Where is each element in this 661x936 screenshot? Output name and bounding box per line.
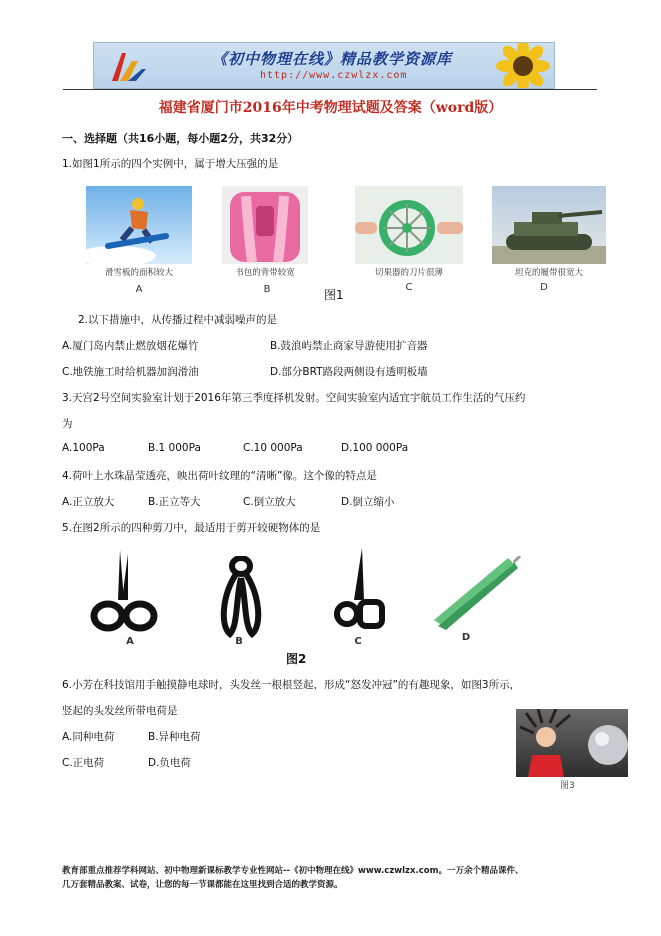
- q6-option-c: C.正电荷: [62, 757, 105, 769]
- q4-option-b: B.正立等大: [148, 496, 201, 508]
- q5-stem: 5.在图2所示的四种剪刀中，最适用于剪开较硬物体的是: [62, 522, 321, 534]
- scissors-d-icon: [430, 556, 522, 634]
- section-heading: 一、选择题（共16小题，每小题2分，共32分）: [62, 132, 299, 145]
- q3-option-a: A.100Pa: [62, 442, 105, 454]
- q3-option-d: D.100 000Pa: [341, 442, 409, 454]
- fig2-letter-c: C: [354, 636, 362, 647]
- q6-option-d: D.负电荷: [148, 757, 191, 769]
- q2-option-d: D.部分BRT路段两侧设有透明板墙: [270, 366, 428, 378]
- fig1-caption-c: 切果器的刀片很薄: [374, 268, 443, 278]
- fig1-letter-a: A: [135, 284, 143, 295]
- q3-stem-line1: 3.天宫2号空间实验室计划于2016年第三季度择机发射。空间实验室内适宜宇航员工作生活的气压约: [62, 392, 526, 404]
- q1-stem: 1.如图1所示的四个实例中，属于增大压强的是: [62, 158, 279, 170]
- fig1-letter-c: C: [405, 282, 413, 293]
- page-title: 福建省厦门市2016年中考物理试题及答案（word版）: [158, 100, 503, 116]
- fig1-image-c: [355, 186, 463, 264]
- banner-title: 《初中物理在线》精品教学资源库: [212, 50, 453, 68]
- q6-option-b: B.异种电荷: [148, 731, 201, 743]
- q6-stem-line2: 竖起的头发丝所带电荷是: [62, 705, 178, 717]
- q2-option-b: B.鼓浪屿禁止商家导游使用扩音器: [270, 340, 428, 352]
- q3-option-c: C.10 000Pa: [243, 442, 303, 454]
- q2-option-c: C.地铁施工时给机器加润滑油: [62, 366, 199, 378]
- header-rule: [63, 89, 597, 90]
- fig1-label: 图1: [324, 288, 344, 302]
- fig1-caption-d: 坦克的履带很宽大: [514, 268, 583, 278]
- page-footer: [62, 864, 622, 892]
- fig1-letter-b: B: [263, 284, 271, 295]
- fruit-slicer-icon: [355, 186, 463, 264]
- fig2-letter-b: B: [235, 636, 243, 647]
- snowboard-icon: [86, 186, 192, 264]
- q6-stem-line1: 6.小芳在科技馆用手触摸静电球时，头发丝一根根竖起，形成“怒发冲冠”的有趣现象，如图3所示，: [62, 679, 521, 691]
- fig3-label: 图3: [560, 781, 575, 791]
- header-banner: [93, 42, 555, 89]
- fig1-caption-b: 书包的背带较宽: [235, 268, 295, 278]
- tank-icon: [492, 186, 606, 264]
- site-logo-icon: [108, 47, 148, 85]
- fig1-image-b: [222, 186, 308, 264]
- q4-option-d: D.倒立缩小: [341, 496, 395, 508]
- fig2-letter-a: A: [126, 636, 134, 647]
- q4-option-c: C.倒立放大: [243, 496, 296, 508]
- banner-url[interactable]: http://www.czwlzx.com: [260, 70, 408, 81]
- fig1-image-a: [86, 186, 192, 264]
- q4-option-a: A.正立放大: [62, 496, 115, 508]
- q2-stem: 2.以下措施中，从传播过程中减弱噪声的是: [78, 314, 278, 326]
- footer-line-1: 教育部重点推荐学科网站、初中物理新课标教学专业性网站--《初中物理在线》www.czwlzx.com。一万余个精品课件、: [62, 866, 524, 876]
- q2-option-a: A.厦门岛内禁止燃放烟花爆竹: [62, 340, 199, 352]
- footer-line-2: 几万套精品教案、试卷，让您的每一节课都能在这里找到合适的教学资源。: [62, 880, 343, 890]
- fig1-caption-a: 滑雪板的面积较大: [104, 268, 173, 278]
- fig3-image: [516, 709, 628, 777]
- fig2-letter-d: D: [461, 632, 471, 643]
- q4-stem: 4.荷叶上水珠晶莹透亮，映出荷叶纹理的“清晰”像。这个像的特点是: [62, 470, 377, 482]
- fig2-label: 图2: [286, 652, 307, 666]
- fig1-image-d: [492, 186, 606, 264]
- scissors-c-icon: [332, 548, 386, 634]
- static-ball-girl-icon: [516, 709, 628, 777]
- scissors-b-icon: [216, 556, 266, 638]
- sunflower-icon: [496, 42, 550, 89]
- fig1-letter-d: D: [540, 282, 548, 293]
- q3-stem-line2: 为: [62, 418, 73, 430]
- backpack-icon: [222, 186, 308, 264]
- scissors-a-icon: [90, 550, 160, 636]
- q6-option-a: A.同种电荷: [62, 731, 115, 743]
- q3-option-b: B.1 000Pa: [148, 442, 201, 454]
